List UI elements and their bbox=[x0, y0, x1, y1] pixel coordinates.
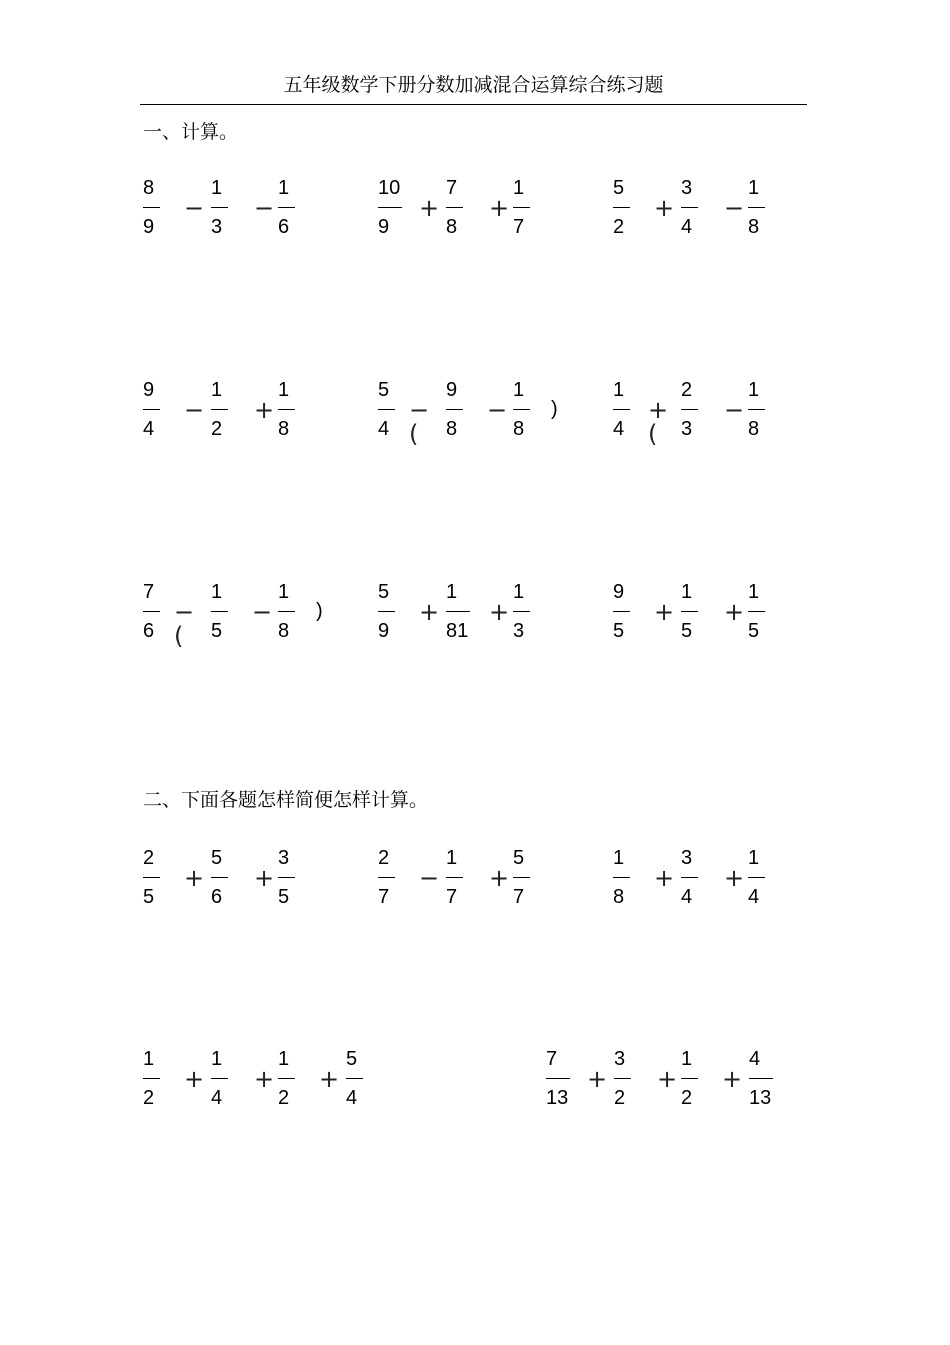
fraction-bar bbox=[278, 409, 295, 410]
fraction-bar bbox=[211, 611, 228, 612]
operator: −( bbox=[409, 396, 430, 448]
numerator: 9 bbox=[143, 379, 155, 401]
fraction-bar bbox=[513, 409, 530, 410]
denominator: 4 bbox=[681, 886, 693, 908]
fraction-bar bbox=[749, 1078, 773, 1079]
numerator: 1 bbox=[513, 379, 525, 401]
fraction-bar bbox=[378, 611, 395, 612]
fraction bbox=[143, 848, 179, 908]
operator: − bbox=[419, 864, 440, 892]
denominator: 3 bbox=[211, 216, 223, 238]
fraction bbox=[613, 848, 649, 908]
fraction bbox=[211, 178, 247, 238]
denominator: 5 bbox=[613, 620, 625, 642]
fraction bbox=[211, 848, 247, 908]
denominator: 8 bbox=[446, 418, 458, 440]
fraction-bar bbox=[681, 1078, 698, 1079]
denominator: 5 bbox=[681, 620, 693, 642]
operator: + bbox=[419, 598, 440, 626]
denominator: 3 bbox=[513, 620, 525, 642]
fraction bbox=[378, 848, 414, 908]
denominator: 8 bbox=[446, 216, 458, 238]
operator: − bbox=[252, 598, 273, 626]
section-2-heading: 二、下面各题怎样简便怎样计算。 bbox=[143, 789, 429, 811]
fraction-bar bbox=[143, 409, 160, 410]
fraction-bar bbox=[211, 409, 228, 410]
denominator: 8 bbox=[513, 418, 525, 440]
numerator: 1 bbox=[211, 379, 223, 401]
denominator: 8 bbox=[748, 216, 760, 238]
numerator: 10 bbox=[378, 177, 401, 199]
denominator: 4 bbox=[346, 1087, 358, 1109]
denominator: 9 bbox=[378, 216, 390, 238]
fraction bbox=[278, 1049, 314, 1109]
denominator: 3 bbox=[681, 418, 693, 440]
fraction bbox=[681, 178, 717, 238]
denominator: 5 bbox=[211, 620, 223, 642]
fraction bbox=[278, 178, 314, 238]
fraction bbox=[748, 582, 784, 642]
numerator: 3 bbox=[681, 177, 693, 199]
numerator: 9 bbox=[613, 581, 625, 603]
denominator: 7 bbox=[513, 216, 525, 238]
operator: + bbox=[254, 1065, 275, 1093]
denominator: 4 bbox=[681, 216, 693, 238]
numerator: 1 bbox=[278, 177, 290, 199]
numerator: 1 bbox=[143, 1048, 155, 1070]
denominator: 2 bbox=[143, 1087, 155, 1109]
numerator: 1 bbox=[613, 379, 625, 401]
operator: + bbox=[489, 194, 510, 222]
fraction bbox=[513, 582, 549, 642]
fraction-bar bbox=[446, 877, 463, 878]
fraction bbox=[748, 848, 784, 908]
fraction-bar bbox=[681, 207, 698, 208]
denominator: 81 bbox=[446, 620, 469, 642]
fraction bbox=[211, 380, 247, 440]
denominator: 7 bbox=[513, 886, 525, 908]
denominator: 4 bbox=[211, 1087, 223, 1109]
fraction-bar bbox=[681, 877, 698, 878]
denominator: 2 bbox=[613, 216, 625, 238]
operator: + bbox=[184, 1065, 205, 1093]
title-divider bbox=[140, 104, 807, 105]
denominator: 4 bbox=[378, 418, 390, 440]
operator: + bbox=[184, 864, 205, 892]
numerator: 1 bbox=[513, 177, 525, 199]
numerator: 1 bbox=[278, 581, 290, 603]
fraction-bar bbox=[211, 877, 228, 878]
numerator: 2 bbox=[378, 847, 390, 869]
fraction-bar bbox=[681, 409, 698, 410]
operator: − bbox=[487, 396, 508, 424]
fraction bbox=[748, 380, 784, 440]
operator: −( bbox=[174, 598, 195, 650]
fraction-bar bbox=[378, 409, 395, 410]
fraction-bar bbox=[513, 611, 530, 612]
operator: + bbox=[319, 1065, 340, 1093]
section-1-heading: 一、计算。 bbox=[143, 121, 239, 143]
numerator: 1 bbox=[748, 379, 760, 401]
fraction bbox=[513, 178, 549, 238]
fraction-bar bbox=[211, 207, 228, 208]
fraction-bar bbox=[513, 207, 530, 208]
operator: + bbox=[254, 396, 275, 424]
denominator: 5 bbox=[278, 886, 290, 908]
operator: + bbox=[654, 864, 675, 892]
denominator: 4 bbox=[613, 418, 625, 440]
denominator: 9 bbox=[378, 620, 390, 642]
numerator: 5 bbox=[513, 847, 525, 869]
denominator: 13 bbox=[749, 1087, 772, 1109]
denominator: 8 bbox=[748, 418, 760, 440]
operator: + bbox=[722, 1065, 743, 1093]
fraction bbox=[513, 848, 549, 908]
denominator: 5 bbox=[143, 886, 155, 908]
fraction-bar bbox=[613, 409, 630, 410]
fraction bbox=[613, 380, 649, 440]
denominator: 2 bbox=[681, 1087, 693, 1109]
fraction-bar bbox=[143, 877, 160, 878]
fraction-bar bbox=[278, 1078, 295, 1079]
operator: − bbox=[184, 194, 205, 222]
fraction-bar bbox=[748, 409, 765, 410]
numerator: 1 bbox=[278, 1048, 290, 1070]
fraction-bar bbox=[748, 611, 765, 612]
denominator: 2 bbox=[614, 1087, 626, 1109]
fraction bbox=[378, 582, 414, 642]
fraction-bar bbox=[143, 207, 160, 208]
fraction bbox=[446, 582, 482, 642]
fraction bbox=[613, 178, 649, 238]
numerator: 1 bbox=[211, 1048, 223, 1070]
denominator: 5 bbox=[748, 620, 760, 642]
fraction-bar bbox=[446, 611, 470, 612]
fraction-bar bbox=[278, 611, 295, 612]
fraction-bar bbox=[378, 207, 402, 208]
fraction-bar bbox=[346, 1078, 363, 1079]
operator: + bbox=[419, 194, 440, 222]
numerator: 1 bbox=[681, 581, 693, 603]
fraction bbox=[143, 178, 179, 238]
fraction-bar bbox=[513, 877, 530, 878]
denominator: 8 bbox=[278, 418, 290, 440]
denominator: 7 bbox=[446, 886, 458, 908]
numerator: 7 bbox=[143, 581, 155, 603]
numerator: 7 bbox=[446, 177, 458, 199]
numerator: 1 bbox=[613, 847, 625, 869]
fraction-bar bbox=[613, 877, 630, 878]
fraction bbox=[681, 848, 717, 908]
fraction-bar bbox=[613, 207, 630, 208]
numerator: 7 bbox=[546, 1048, 558, 1070]
fraction-bar bbox=[614, 1078, 631, 1079]
operator: − bbox=[724, 194, 745, 222]
operator: − bbox=[724, 396, 745, 424]
numerator: 2 bbox=[681, 379, 693, 401]
fraction bbox=[613, 582, 649, 642]
fraction bbox=[378, 178, 414, 238]
denominator: 6 bbox=[211, 886, 223, 908]
numerator: 5 bbox=[211, 847, 223, 869]
closing-parenthesis: ) bbox=[551, 398, 558, 420]
numerator: 1 bbox=[748, 581, 760, 603]
fraction bbox=[749, 1049, 785, 1109]
denominator: 6 bbox=[278, 216, 290, 238]
fraction bbox=[446, 178, 482, 238]
fraction bbox=[546, 1049, 582, 1109]
fraction-bar bbox=[446, 409, 463, 410]
numerator: 3 bbox=[278, 847, 290, 869]
numerator: 5 bbox=[378, 379, 390, 401]
fraction-bar bbox=[681, 611, 698, 612]
numerator: 1 bbox=[681, 1048, 693, 1070]
fraction bbox=[278, 582, 314, 642]
fraction-bar bbox=[446, 207, 463, 208]
numerator: 5 bbox=[346, 1048, 358, 1070]
operator: + bbox=[587, 1065, 608, 1093]
fraction bbox=[143, 1049, 179, 1109]
numerator: 1 bbox=[748, 847, 760, 869]
numerator: 5 bbox=[613, 177, 625, 199]
operator: − bbox=[184, 396, 205, 424]
denominator: 6 bbox=[143, 620, 155, 642]
numerator: 8 bbox=[143, 177, 155, 199]
fraction-bar bbox=[143, 611, 160, 612]
denominator: 2 bbox=[278, 1087, 290, 1109]
fraction-bar bbox=[211, 1078, 228, 1079]
fraction-bar bbox=[748, 877, 765, 878]
denominator: 2 bbox=[211, 418, 223, 440]
numerator: 3 bbox=[681, 847, 693, 869]
fraction bbox=[446, 848, 482, 908]
fraction-bar bbox=[748, 207, 765, 208]
operator: + bbox=[489, 598, 510, 626]
fraction bbox=[346, 1049, 382, 1109]
numerator: 1 bbox=[278, 379, 290, 401]
operator: +( bbox=[648, 396, 669, 448]
denominator: 9 bbox=[143, 216, 155, 238]
numerator: 9 bbox=[446, 379, 458, 401]
operator: + bbox=[724, 864, 745, 892]
fraction bbox=[681, 380, 717, 440]
denominator: 13 bbox=[546, 1087, 569, 1109]
page-title: 五年级数学下册分数加减混合运算综合练习题 bbox=[283, 74, 664, 96]
fraction-bar bbox=[613, 611, 630, 612]
operator: + bbox=[724, 598, 745, 626]
denominator: 4 bbox=[143, 418, 155, 440]
numerator: 1 bbox=[211, 581, 223, 603]
closing-parenthesis: ) bbox=[316, 600, 323, 622]
fraction bbox=[278, 848, 314, 908]
fraction-bar bbox=[278, 207, 295, 208]
operator: + bbox=[489, 864, 510, 892]
numerator: 5 bbox=[378, 581, 390, 603]
denominator: 4 bbox=[748, 886, 760, 908]
numerator: 1 bbox=[748, 177, 760, 199]
denominator: 8 bbox=[278, 620, 290, 642]
fraction bbox=[513, 380, 549, 440]
fraction-bar bbox=[546, 1078, 570, 1079]
numerator: 2 bbox=[143, 847, 155, 869]
fraction bbox=[748, 178, 784, 238]
numerator: 1 bbox=[211, 177, 223, 199]
denominator: 8 bbox=[613, 886, 625, 908]
fraction bbox=[143, 380, 179, 440]
fraction bbox=[278, 380, 314, 440]
fraction bbox=[446, 380, 482, 440]
fraction-bar bbox=[278, 877, 295, 878]
fraction bbox=[211, 582, 247, 642]
numerator: 3 bbox=[614, 1048, 626, 1070]
fraction bbox=[681, 1049, 717, 1109]
fraction bbox=[681, 582, 717, 642]
operator: + bbox=[254, 864, 275, 892]
operator: + bbox=[657, 1065, 678, 1093]
numerator: 1 bbox=[513, 581, 525, 603]
numerator: 4 bbox=[749, 1048, 761, 1070]
operator: + bbox=[654, 598, 675, 626]
numerator: 1 bbox=[446, 847, 458, 869]
fraction-bar bbox=[143, 1078, 160, 1079]
fraction-bar bbox=[378, 877, 395, 878]
operator: − bbox=[254, 194, 275, 222]
operator: + bbox=[654, 194, 675, 222]
fraction bbox=[211, 1049, 247, 1109]
denominator: 7 bbox=[378, 886, 390, 908]
numerator: 1 bbox=[446, 581, 458, 603]
fraction bbox=[614, 1049, 650, 1109]
